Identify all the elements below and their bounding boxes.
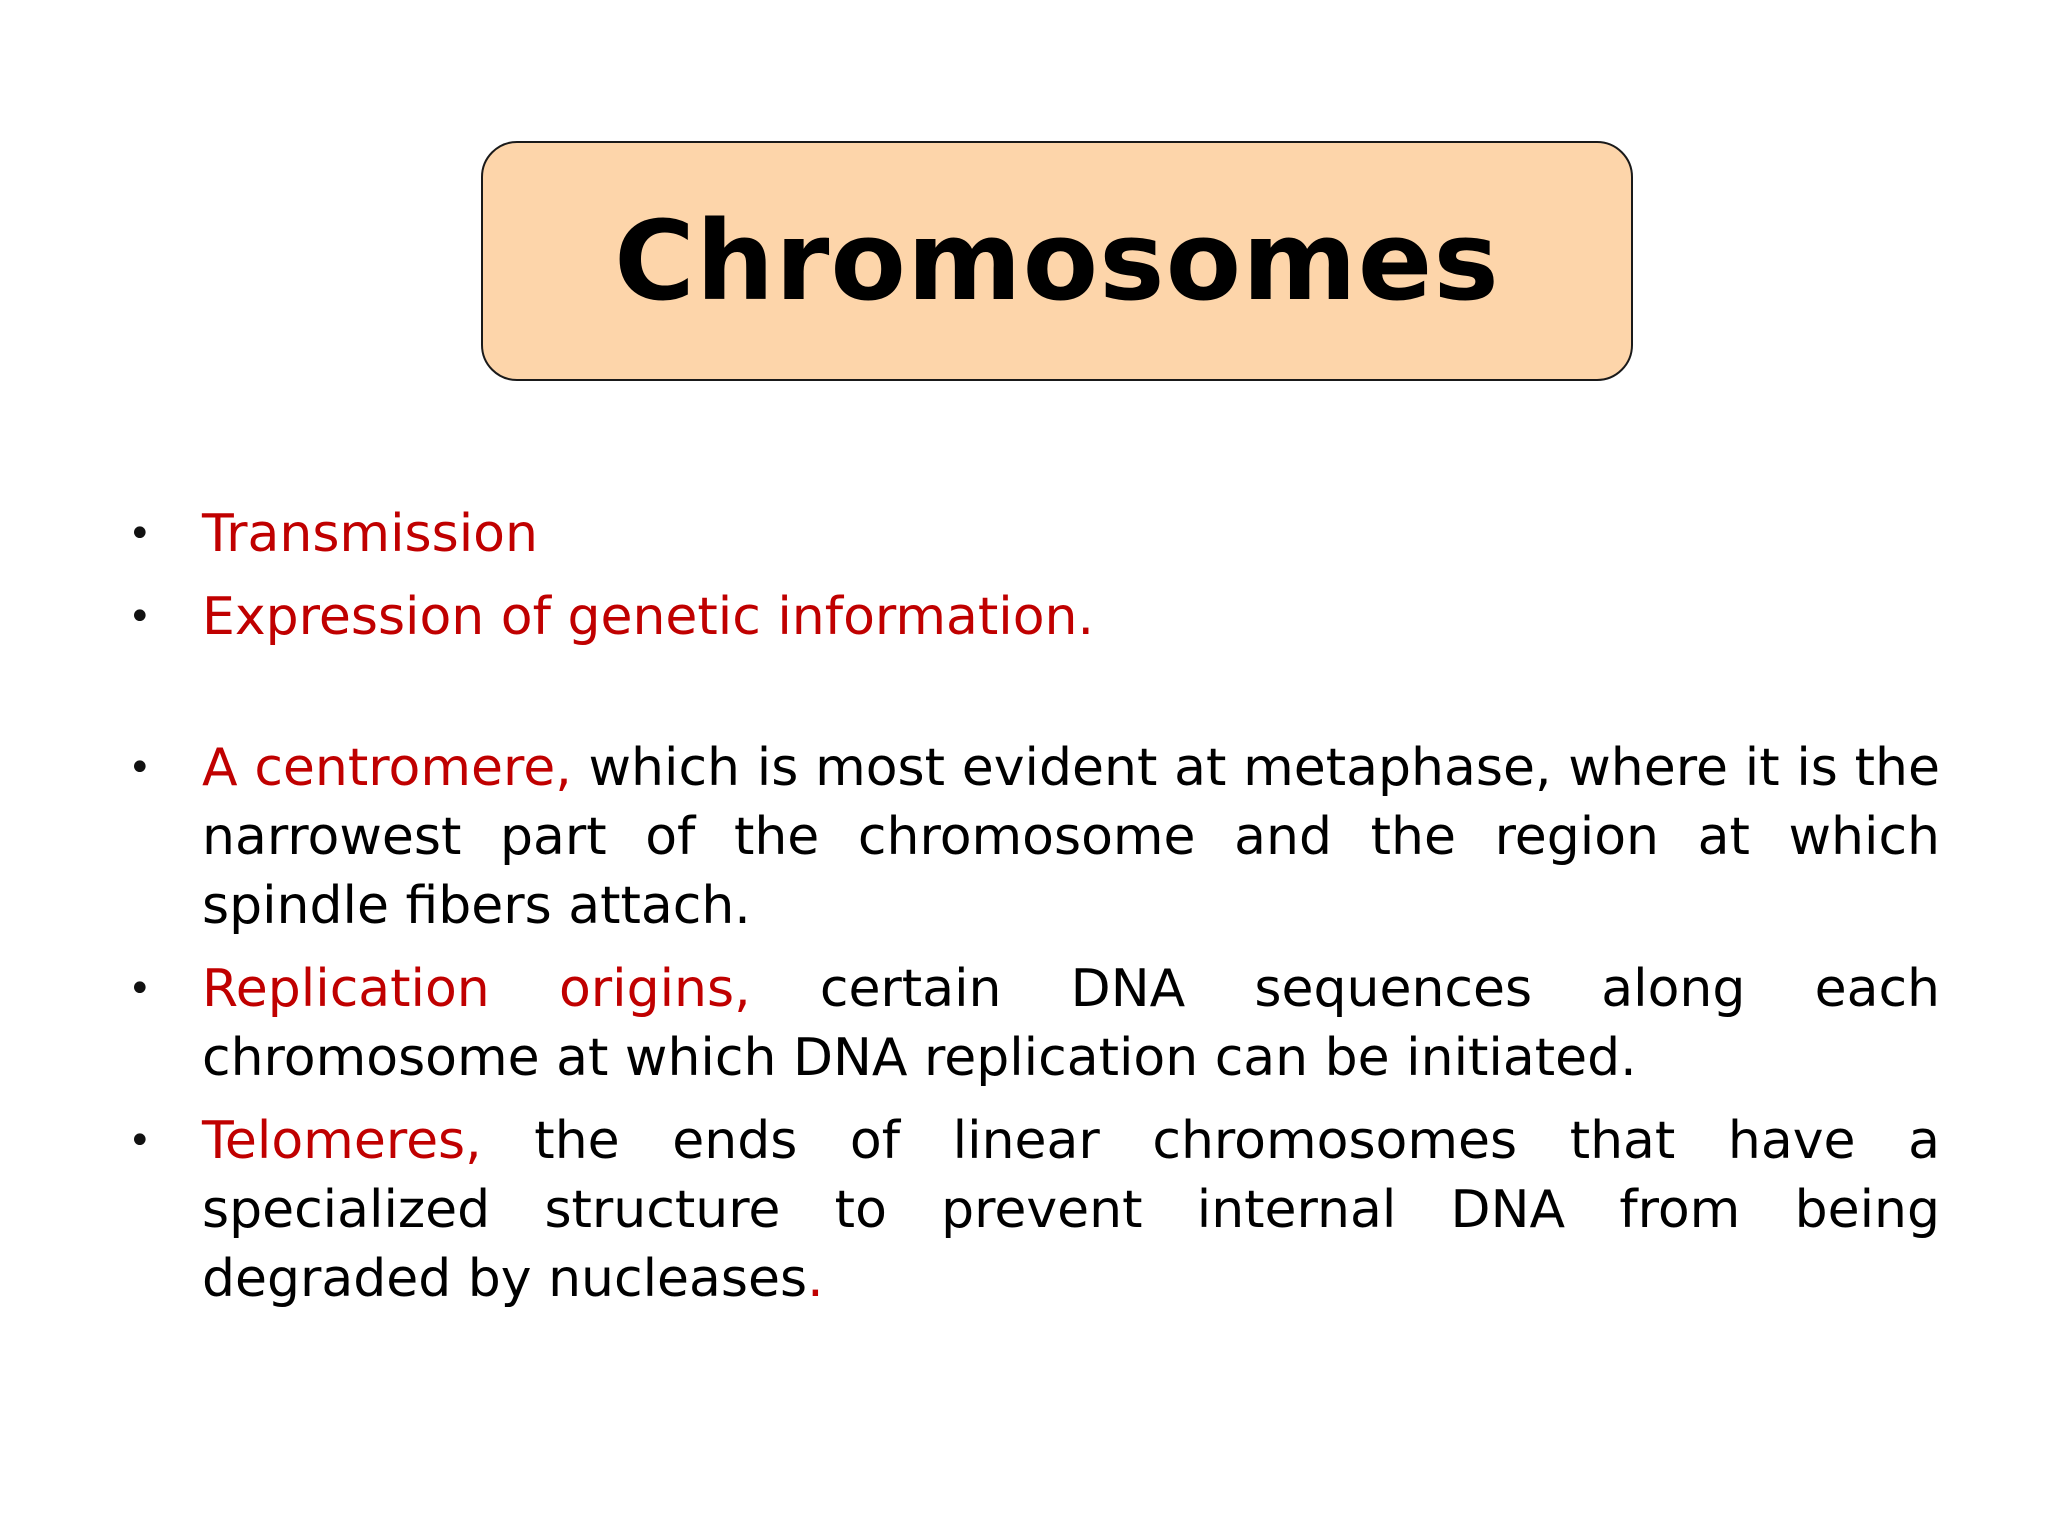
bullet-lead: Replication origins, — [202, 959, 751, 1019]
bullet-centromere — [120, 734, 1940, 941]
bullet-text: which is most evident at metaphase, where it is the narrowest part of the chromosome and the region at which spindle fibers attach. — [202, 738, 1941, 936]
bullet-expression — [120, 583, 1940, 652]
bullet-lead: A centromere, — [202, 738, 572, 798]
bullet-list — [120, 500, 1940, 1314]
bullet-text: the ends of linear chromosomes that have a specialized structure to prevent internal DNA from being degraded by nucleases — [202, 1111, 1940, 1309]
bullet-lead: Transmission — [202, 504, 538, 564]
bullet-dot-icon: • — [128, 745, 152, 791]
bullet-telomeres — [120, 1107, 1940, 1314]
bullet-dot-icon: • — [128, 511, 152, 557]
bullet-transmission — [120, 500, 1940, 569]
bullet-dot-icon: • — [128, 966, 152, 1012]
title-box — [481, 141, 1633, 381]
bullet-replication-origins — [120, 955, 1940, 1093]
slide-title: Chromosomes — [614, 197, 1500, 325]
bullet-tail: . — [807, 1249, 824, 1309]
bullet-lead: Expression of genetic information. — [202, 587, 1094, 647]
bullet-lead: Telomeres, — [202, 1111, 482, 1171]
bullet-dot-icon: • — [128, 1118, 152, 1164]
bullet-dot-icon: • — [128, 594, 152, 640]
bullet-text: certain DNA sequences along each chromosome at which DNA replication can be initiated. — [202, 959, 1940, 1088]
